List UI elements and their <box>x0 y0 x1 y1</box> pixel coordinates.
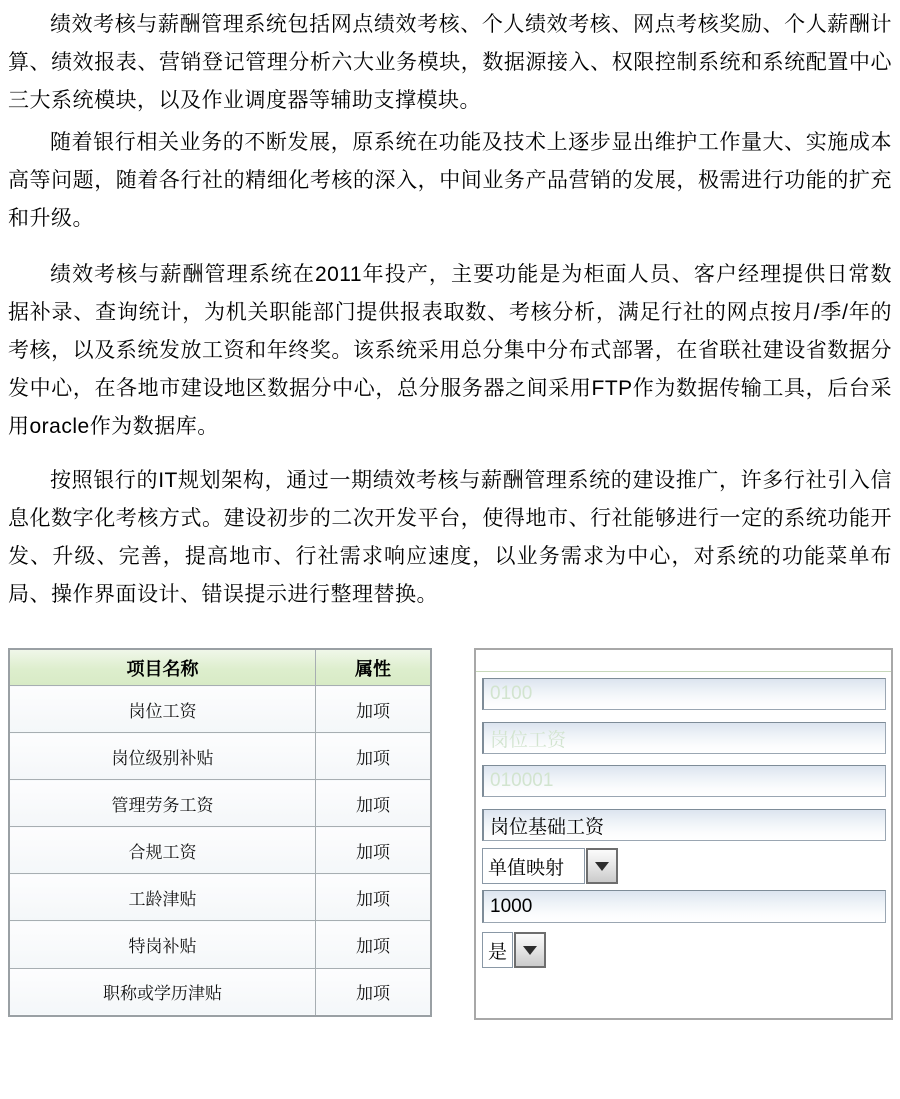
attribute-cell: 加项 <box>315 686 431 733</box>
flag-selected-value[interactable]: 是 <box>482 932 513 968</box>
attribute-cell: 加项 <box>315 733 431 780</box>
dropdown-button[interactable] <box>514 932 546 968</box>
item-name-cell: 特岗补贴 <box>9 921 315 968</box>
column-header-item-name: 项目名称 <box>9 649 315 686</box>
item-code-field[interactable] <box>482 765 886 797</box>
body-text <box>8 6 892 614</box>
dropdown-button[interactable] <box>586 848 618 884</box>
item-name-cell: 职称或学历津贴 <box>9 968 315 1016</box>
item-name-cell: 岗位工资 <box>9 686 315 733</box>
item-name-cell: 管理劳务工资 <box>9 780 315 827</box>
item-name-cell: 合规工资 <box>9 827 315 874</box>
salary-items-table <box>8 648 432 1017</box>
amount-field[interactable] <box>482 890 886 923</box>
table-row <box>9 827 431 874</box>
panel-header-strip <box>476 650 891 672</box>
paragraph: 随着银行相关业务的不断发展，原系统在功能及技术上逐步显出维护工作量大、实施成本高等问题，随着各行社的精细化考核的深入，中间业务产品营销的发展，极需进行功能的扩充和升级。 <box>8 131 892 230</box>
item-name-field[interactable] <box>482 809 886 841</box>
table-row <box>9 686 431 733</box>
item-name-cell: 岗位级别补贴 <box>9 733 315 780</box>
item-name-cell: 工龄津贴 <box>9 874 315 921</box>
mapping-type-select[interactable] <box>482 848 618 884</box>
salary-item-form-panel <box>474 648 893 1020</box>
paragraph: 绩效考核与薪酬管理系统包括网点绩效考核、个人绩效考核、网点考核奖励、个人薪酬计算、绩效报表、营销登记管理分析六大业务模块，数据源接入、权限控制系统和系统配置中心三大系统模块，以及作业调度器等辅助支撑模块。 <box>8 13 892 112</box>
column-header-attribute: 属性 <box>315 649 431 686</box>
flag-select[interactable] <box>482 932 546 968</box>
mapping-type-selected-value[interactable]: 单值映射 <box>482 848 585 884</box>
table-header-row <box>9 649 431 686</box>
table-row <box>9 874 431 921</box>
category-name-field[interactable] <box>482 722 886 754</box>
attribute-cell: 加项 <box>315 874 431 921</box>
chevron-down-icon <box>523 946 537 955</box>
table-row <box>9 968 431 1016</box>
attribute-cell: 加项 <box>315 921 431 968</box>
category-code-field[interactable] <box>482 678 886 710</box>
attribute-cell: 加项 <box>315 780 431 827</box>
table-row <box>9 780 431 827</box>
chevron-down-icon <box>595 862 609 871</box>
paragraph: 绩效考核与薪酬管理系统在2011年投产，主要功能是为柜面人员、客户经理提供日常数据补录、查询统计，为机关职能部门提供报表取数、考核分析，满足行社的网点按月/季/年的考核，以及系统发放工资和年终奖。该系统采用总分集中分布式部署，在省联社建设省数据分发中心，在各地市建设地区数据分中心，总分服务器之间采用FTP作为数据传输工具，后台采用oracle作为数据库。 <box>8 263 892 438</box>
attribute-cell: 加项 <box>315 968 431 1016</box>
table-row <box>9 733 431 780</box>
table-row <box>9 921 431 968</box>
attribute-cell: 加项 <box>315 827 431 874</box>
paragraph: 按照银行的IT规划架构，通过一期绩效考核与薪酬管理系统的建设推广，许多行社引入信息化数字化考核方式。建设初步的二次开发平台，使得地市、行社能够进行一定的系统功能开发、升级、完善，提高地市、行社需求响应速度，以业务需求为中心，对系统的功能菜单布局、操作界面设计、错误提示进行整理替换。 <box>8 469 892 606</box>
